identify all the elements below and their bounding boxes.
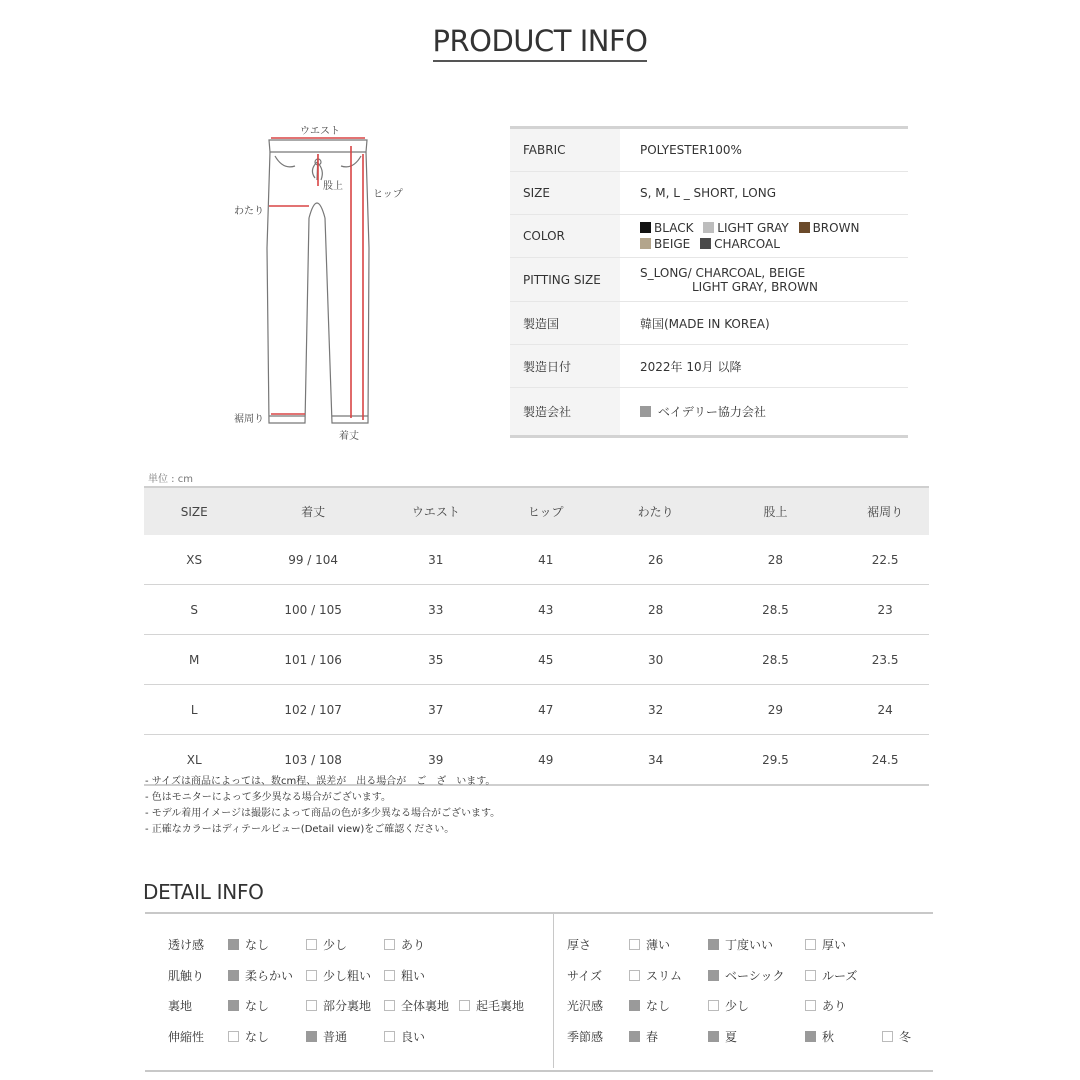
detail-label: 肌触り [168,969,205,983]
checkbox-icon[interactable] [629,939,640,950]
table-cell: 47 [490,685,602,735]
detail-option-label: 少し [725,999,750,1013]
checkbox-icon[interactable] [629,970,640,981]
detail-option[interactable] [384,936,425,953]
table-cell: 26 [602,535,710,585]
checkbox-checked-icon[interactable] [629,1000,640,1011]
detail-label: 光沢感 [567,999,604,1013]
checkbox-checked-icon[interactable] [708,939,719,950]
detail-option[interactable] [459,997,524,1014]
info-row-fitting [510,258,908,302]
size-table-header-cell: SIZE [144,487,244,535]
detail-option[interactable] [629,936,670,953]
detail-label: 季節感 [567,1030,604,1044]
checkbox-checked-icon[interactable] [708,970,719,981]
detail-option[interactable] [805,936,846,953]
color-name: LIGHT GRAY [717,221,789,235]
swatch-icon [799,222,810,233]
detail-option[interactable] [228,936,269,953]
table-cell: 23.5 [841,635,929,685]
detail-option[interactable] [708,967,785,984]
size-table-header-cell: わたり [602,487,710,535]
table-cell: 99 / 104 [244,535,381,585]
table-cell: 102 / 107 [244,685,381,735]
detail-option[interactable] [708,997,749,1014]
checkbox-checked-icon[interactable] [708,1031,719,1042]
color-swatch-list [620,215,908,257]
detail-option-label: スリム [646,969,683,983]
checkbox-checked-icon[interactable] [805,1031,816,1042]
detail-title: DETAIL INFO [143,880,264,904]
table-cell: 24.5 [841,735,929,786]
detail-option[interactable] [629,967,682,984]
detail-option[interactable] [805,997,846,1014]
table-cell: M [144,635,244,685]
note-line: - モデル着用イメージは撮影によって商品の色が多少異なる場合がございます。 [145,808,501,819]
swatch-icon [700,238,711,249]
detail-option-label: 良い [401,1030,426,1044]
table-cell: 31 [382,535,490,585]
info-row-fabric [510,129,908,172]
table-cell: 41 [490,535,602,585]
color-swatch-lightgray [703,221,788,235]
detail-option-label: ルーズ [822,969,858,983]
color-swatch-charcoal [700,237,780,251]
info-row-color [510,215,908,258]
table-cell: 28 [602,585,710,635]
detail-option-label: 全体裏地 [401,999,450,1013]
page-title-text: PRODUCT INFO [433,24,648,62]
info-label: 製造日付 [510,345,620,387]
info-value: 2022年 10月 以降 [640,359,742,374]
table-cell: 30 [602,635,710,685]
page-title [0,24,1080,58]
info-value: POLYESTER100% [640,143,742,157]
table-row [144,585,929,635]
table-cell: 29.5 [710,735,842,786]
detail-option[interactable] [306,967,371,984]
detail-option-label: 普通 [323,1030,348,1044]
pants-diagram [225,118,415,448]
checkbox-icon[interactable] [882,1031,893,1042]
unit-label: 単位 : cm [148,474,193,485]
detail-option-label: 粗い [401,969,426,983]
diagram-label-thigh: わたり [234,206,264,217]
detail-option[interactable] [805,1028,834,1045]
detail-label: 裏地 [168,999,193,1013]
checkbox-checked-icon[interactable] [228,1000,239,1011]
diagram-label-length: 着丈 [339,431,359,442]
square-icon [640,406,651,417]
detail-option-label: 春 [646,1030,659,1044]
table-row [144,635,929,685]
size-table-header-cell: 着丈 [244,487,381,535]
color-name: BROWN [812,221,860,235]
table-cell: 22.5 [841,535,929,585]
detail-option-label: 部分裏地 [323,999,372,1013]
table-cell: 28.5 [710,635,842,685]
table-cell: 39 [382,735,490,786]
color-name: CHARCOAL [714,237,780,251]
checkbox-checked-icon[interactable] [629,1031,640,1042]
fitting-line-1: S_LONG/ CHARCOAL, BEIGE [640,265,806,280]
info-value: 韓国(MADE IN KOREA) [640,316,770,331]
detail-option[interactable] [708,1028,737,1045]
checkbox-checked-icon[interactable] [228,970,239,981]
detail-option[interactable] [805,967,857,984]
size-table [144,486,929,786]
detail-option[interactable] [384,967,425,984]
color-name: BEIGE [654,237,691,251]
checkbox-icon[interactable] [805,939,816,950]
table-cell: L [144,685,244,735]
detail-option-label: 丁度いい [725,938,774,952]
table-cell: 45 [490,635,602,685]
info-label: 製造国 [510,302,620,344]
color-name: BLACK [654,221,694,235]
company-name: ベイデリー協力会社 [657,405,766,419]
note-line: - 色はモニターによって多少異なる場合がございます。 [145,792,391,803]
detail-label: サイズ [567,969,603,983]
checkbox-checked-icon[interactable] [306,1031,317,1042]
detail-option[interactable] [384,997,449,1014]
table-cell: 49 [490,735,602,786]
table-cell: 101 / 106 [244,635,381,685]
detail-option[interactable] [629,1028,658,1045]
info-row-size [510,172,908,215]
info-row-country [510,302,908,345]
size-table-header-cell: 股上 [710,487,842,535]
info-value [620,388,908,435]
table-cell: 32 [602,685,710,735]
checkbox-icon[interactable] [708,1000,719,1011]
checkbox-icon[interactable] [384,939,395,950]
detail-option[interactable] [228,967,293,984]
size-table-body [144,535,929,785]
color-swatch-black [640,221,693,235]
table-row [144,535,929,585]
color-line-2 [640,237,908,251]
product-info-table [510,126,908,438]
pants-outline-icon [225,118,415,448]
note-line: - サイズは商品によっては、数cm程、誤差が 出る場合が ご ざ います。 [145,776,496,787]
table-cell: 33 [382,585,490,635]
checkbox-icon[interactable] [384,1031,395,1042]
checkbox-checked-icon[interactable] [228,939,239,950]
checkbox-icon[interactable] [459,1000,470,1011]
checkbox-icon[interactable] [306,970,317,981]
info-value: S, M, L _ SHORT, LONG [640,186,777,200]
table-cell: 23 [841,585,929,635]
detail-option[interactable] [306,936,347,953]
detail-option[interactable] [306,1028,347,1045]
color-swatch-beige [640,237,690,251]
table-cell: S [144,585,244,635]
detail-option-label: 少し [323,938,348,952]
diagram-label-rise: 股上 [323,181,343,192]
color-line-1 [640,221,908,235]
detail-option-label: 夏 [725,1030,738,1044]
diagram-label-waist: ウエスト [300,126,340,137]
table-cell: 24 [841,685,929,735]
detail-label: 厚さ [567,938,592,952]
detail-option-label: 薄い [646,938,671,952]
diagram-label-hip: ヒップ [373,189,403,200]
fitting-line-2: LIGHT GRAY, BROWN [692,279,818,294]
detail-option-label: あり [822,999,847,1013]
swatch-icon [703,222,714,233]
checkbox-icon[interactable] [306,939,317,950]
table-cell: 34 [602,735,710,786]
detail-option-label: 少し粗い [323,969,372,983]
detail-option-label: 秋 [822,1030,835,1044]
diagram-label-hem: 裾周り [234,414,264,425]
detail-option-label: なし [245,938,270,952]
swatch-icon [640,238,651,249]
table-cell: 29 [710,685,842,735]
detail-option[interactable] [228,1028,269,1045]
table-cell: 103 / 108 [244,735,381,786]
detail-option-label: なし [245,1030,270,1044]
table-cell: 28 [710,535,842,585]
checkbox-icon[interactable] [306,1000,317,1011]
table-cell: 28.5 [710,585,842,635]
notes [145,774,500,838]
detail-option-label: 厚い [822,938,847,952]
size-table-header [144,487,929,535]
table-row [144,685,929,735]
detail-option[interactable] [708,936,773,953]
checkbox-icon[interactable] [805,970,816,981]
detail-option-label: あり [401,938,426,952]
detail-label: 伸縮性 [168,1030,205,1044]
size-table-header-cell: 裾周り [841,487,929,535]
table-cell: 37 [382,685,490,735]
checkbox-icon[interactable] [384,970,395,981]
table-cell: 43 [490,585,602,635]
info-label: COLOR [510,215,620,257]
checkbox-icon[interactable] [228,1031,239,1042]
size-table-header-cell: ヒップ [490,487,602,535]
detail-option-label: 冬 [899,1030,912,1044]
info-label: SIZE [510,172,620,214]
info-label: FABRIC [510,129,620,171]
info-row-company [510,388,908,435]
detail-option[interactable] [228,997,269,1014]
info-row-date [510,345,908,388]
detail-option-label: 柔らかい [245,969,294,983]
table-cell: 100 / 105 [244,585,381,635]
table-cell: 35 [382,635,490,685]
detail-option-label: なし [646,999,671,1013]
detail-label: 透け感 [168,938,205,952]
table-cell: XL [144,735,244,786]
detail-option-label: ベーシック [725,969,785,983]
checkbox-icon[interactable] [805,1000,816,1011]
detail-option[interactable] [629,997,670,1014]
detail-divider [553,914,554,1068]
swatch-icon [640,222,651,233]
detail-option-label: 起毛裏地 [476,999,525,1013]
note-line: - 正確なカラーはディテールビュー(Detail view)をご確認ください。 [145,824,455,835]
checkbox-icon[interactable] [384,1000,395,1011]
info-label: PITTING SIZE [510,258,620,301]
info-value [620,258,908,301]
detail-option[interactable] [384,1028,425,1045]
detail-option[interactable] [306,997,371,1014]
table-cell: XS [144,535,244,585]
size-table-header-cell: ウエスト [382,487,490,535]
detail-option-label: なし [245,999,270,1013]
color-swatch-brown [799,221,860,235]
info-label: 製造会社 [510,388,620,435]
detail-option[interactable] [882,1028,911,1045]
